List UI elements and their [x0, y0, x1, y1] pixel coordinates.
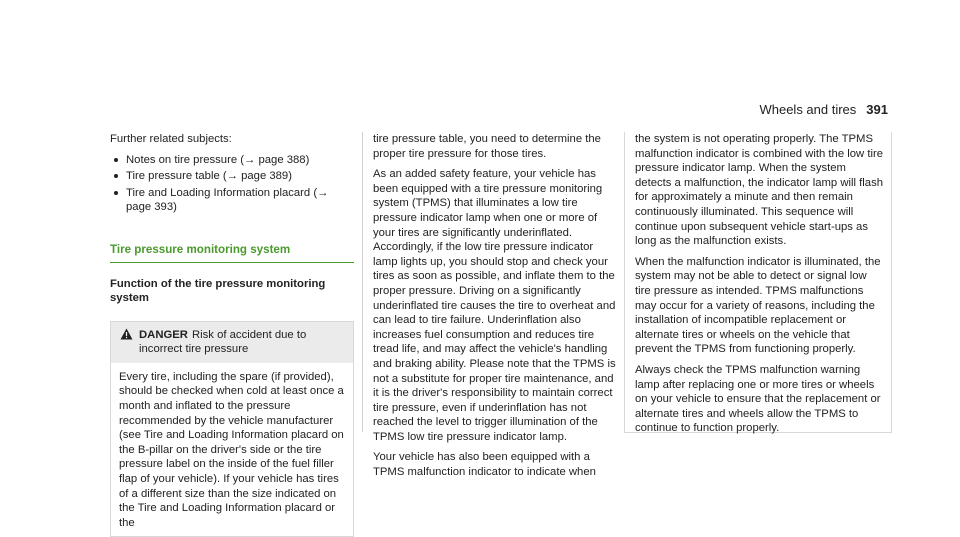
column-2 — [373, 132, 617, 486]
page-header — [759, 102, 888, 117]
paragraph: As an added safety feature, your vehicle has been equipped with a tire pressure monitoring system (TPMS) that illuminates a low tire pressure indicator lamp when one or more of your tires are significantly underinflated. Accordingly, if the low tire pressure indicator lamp lights up, you should stop and check your tires as soon as possible, and inflate them to the proper pressure. Driving on a significantly underinflated tire causes the tire to overheat and can lead to tire failure. Underinflation also increases fuel consumption and reduces tire tread life, and may affect the vehicle's handling and braking ability. Please note that the TPMS is not a substitute for proper tire maintenance, and it is the driver's responsibility to maintain correct tire pressure, even if underinflation has not reached the level to trigger illumination of the TPMS low tire pressure indicator lamp. — [373, 168, 616, 443]
related-link[interactable]: Notes on tire pressure (→ page 388) — [110, 153, 354, 168]
danger-headline: Risk of accident due to incorrect tire pressure — [139, 328, 307, 356]
paragraph: the system is not operating properly. The TPMS malfunction indicator is combined with the low tire pressure indicator lamp. When the system detects a malfunction, the indicator lamp will flash for approximately a minute and then remain continuously illuminated. This sequence will continue upon subsequent vehicle start-ups as long as the malfunction exists. — [635, 133, 884, 248]
section-title: Tire pressure monitoring system — [110, 243, 354, 263]
danger-body: Every tire, including the spare (if provided), should be checked when cold at least once a month and inflated to the pressure recommended by the vehicle manufacturer (see Tire and Loading Information placard on the B-pillar on the driver's side or the tire pressure label on the inside of the fuel filler flap of your vehicle). If your vehicle has tires of a different size than the size indicated on the Tire and Loading Information placard or the — [119, 370, 344, 529]
page-number: 391 — [866, 102, 888, 117]
paragraph: When the malfunction indicator is illuminated, the system may not be able to detect or signal low tire pressure as intended. TPMS malfunctions may occur for a variety of reasons, including the installation of incompatible replacement or alternate tires or wheels on the vehicle that prevent the TPMS from functioning properly. — [635, 255, 881, 356]
column-divider — [362, 132, 363, 432]
related-link[interactable]: Tire pressure table (→ page 389) — [110, 169, 354, 184]
related-subjects-list — [110, 153, 354, 215]
page-header-title: Wheels and tires — [759, 102, 857, 117]
danger-header — [111, 322, 353, 363]
column-1 — [110, 132, 354, 537]
column-3 — [635, 132, 885, 442]
further-related-label: Further related subjects: — [110, 133, 232, 145]
paragraph: Always check the TPMS malfunction warning lamp after replacing one or more tires or wheels on your vehicle to ensure that the replacement or alternate tires and wheels allow the TPMS to continue to function properly. — [635, 363, 881, 435]
paragraph: Your vehicle has also been equipped with a TPMS malfunction indicator to indicate when — [373, 451, 596, 479]
danger-label: DANGER — [139, 328, 188, 341]
subsection-title: Function of the tire pressure monitoring system — [110, 277, 326, 304]
warning-triangle-icon — [120, 328, 133, 345]
danger-notice — [110, 321, 354, 537]
related-link[interactable]: Tire and Loading Information placard (→ page 393) — [110, 186, 354, 215]
paragraph: tire pressure table, you need to determine the proper tire pressure for those tires. — [373, 133, 601, 160]
